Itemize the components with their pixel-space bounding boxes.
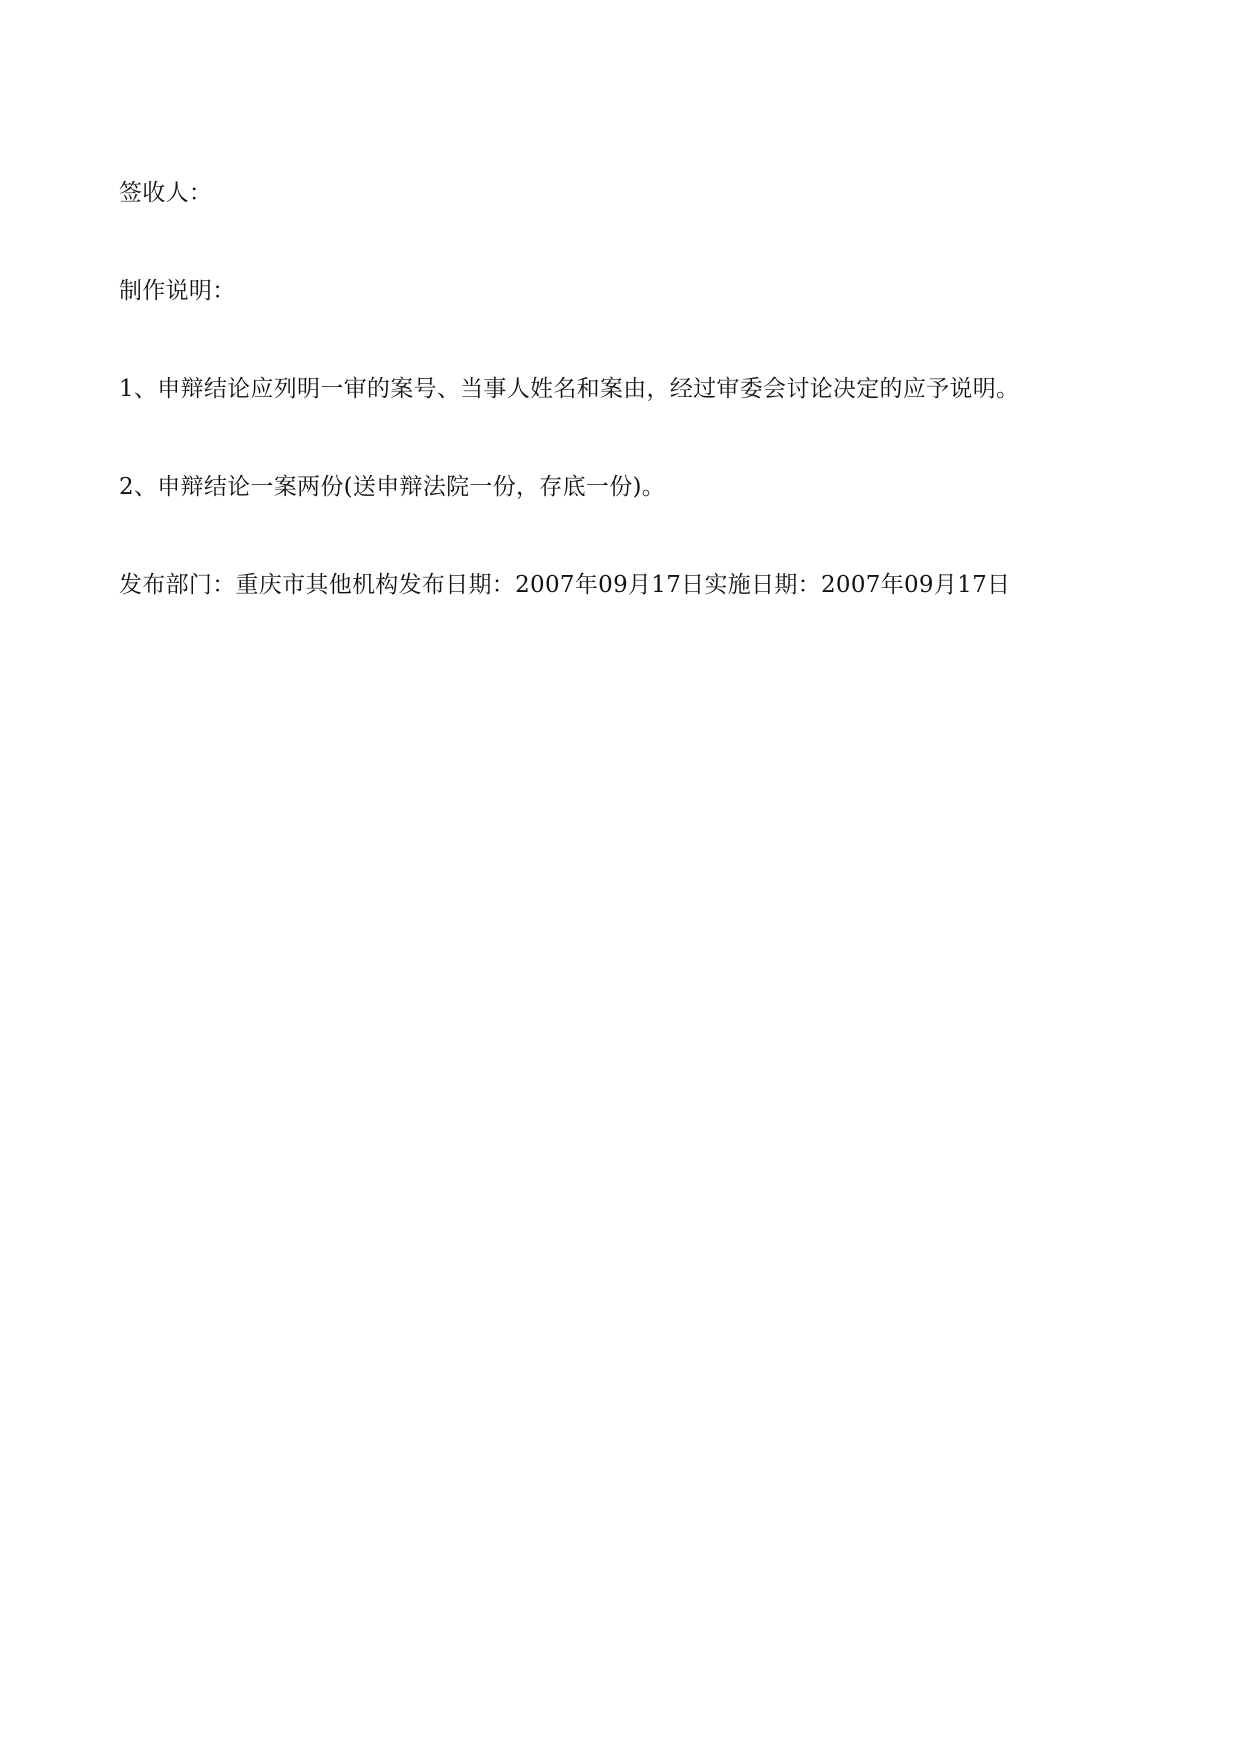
publication-info: 发布部门：重庆市其他机构发布日期：2007年09月17日实施日期：2007年09月17日 xyxy=(119,572,1011,598)
signee-label: 签收人： xyxy=(119,180,213,206)
instruction-item-1: 1、申辩结论应列明一审的案号、当事人姓名和案由，经过审委会讨论决定的应予说明。 xyxy=(119,376,1020,402)
instruction-item-2: 2、申辩结论一案两份(送申辩法院一份，存底一份)。 xyxy=(119,474,666,500)
instructions-heading: 制作说明： xyxy=(119,278,236,304)
